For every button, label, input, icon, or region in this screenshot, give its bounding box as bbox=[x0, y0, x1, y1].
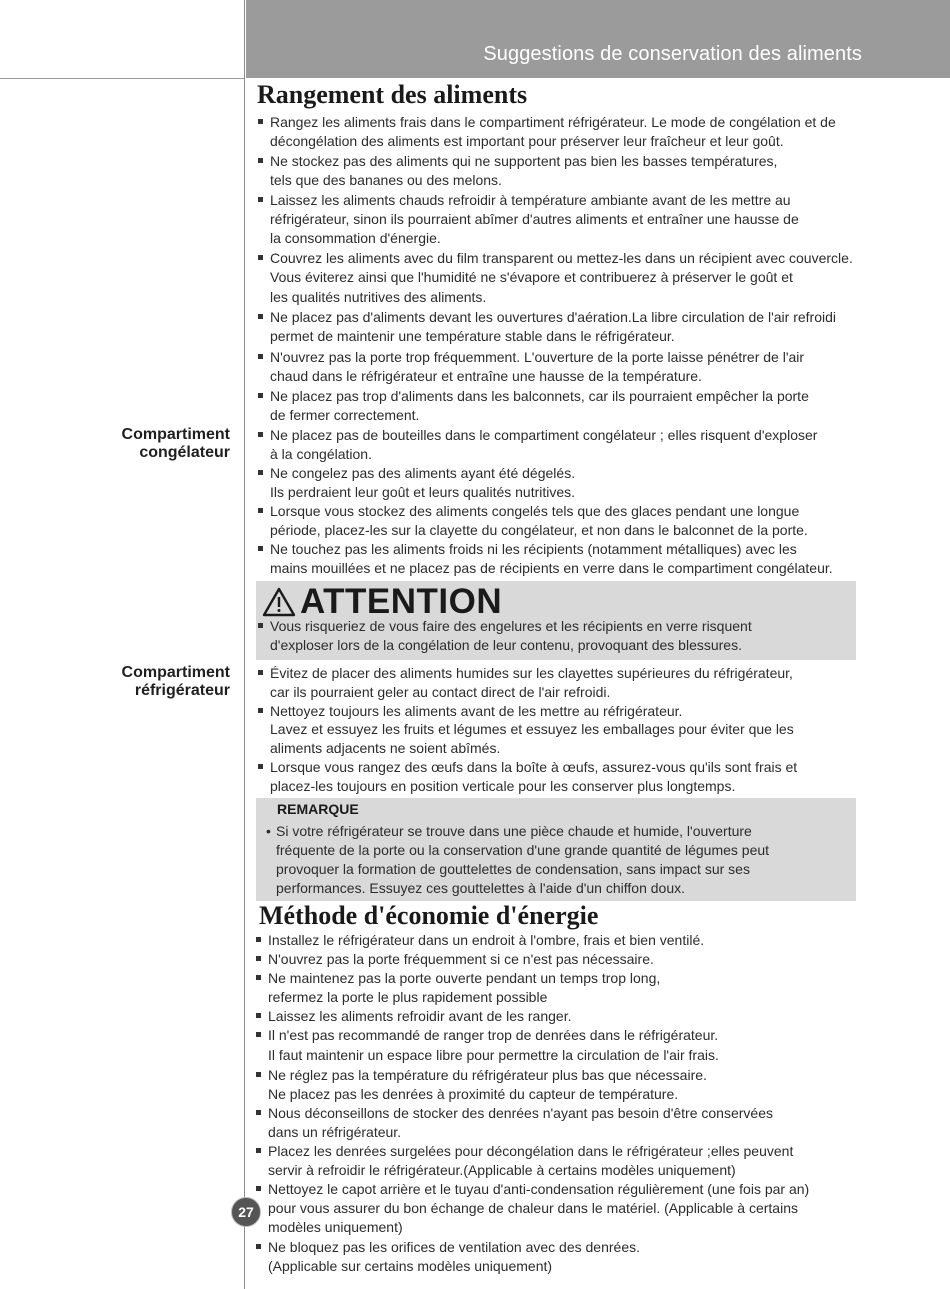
energy-list-line: refermez la porte le plus rapidement possible bbox=[268, 989, 548, 1006]
fridge-list-item bbox=[256, 758, 797, 796]
storage-list bbox=[256, 113, 853, 426]
freezer-label-line2: congélateur bbox=[139, 444, 230, 461]
storage-list-line: Ne placez pas d'aliments devant les ouvertures d'aération.La libre circulation de l'air refroidi bbox=[270, 309, 836, 326]
energy-list-line: Il n'est pas recommandé de ranger trop de denrées dans le réfrigérateur. bbox=[268, 1027, 719, 1044]
freezer-list-line: Lorsque vous stockez des aliments congelés tels que des glaces pendant une longue bbox=[270, 502, 800, 519]
fridge-list-line: placez-les toujours en position verticale pour les conserver plus longtemps. bbox=[270, 777, 736, 794]
storage-list-item bbox=[256, 113, 853, 152]
freezer-list bbox=[256, 426, 833, 578]
energy-list-item bbox=[254, 969, 809, 1007]
storage-list-item bbox=[256, 387, 853, 426]
fridge-list-line: car ils pourraient geler au contact direct de l'air refroidi. bbox=[270, 683, 611, 700]
attention-title: ATTENTION bbox=[300, 582, 503, 621]
attention-line: Vous risqueriez de vous faire des engelures et les récipients en verre risquent bbox=[270, 618, 752, 634]
note-line: performances. Essuyez ces gouttelettes à l'aide d'un chiffon doux. bbox=[276, 880, 685, 896]
freezer-side-label bbox=[122, 426, 230, 462]
energy-list-line: servir à refroidir le réfrigérateur.(Applicable à certains modèles uniquement) bbox=[268, 1162, 736, 1179]
energy-list-item bbox=[254, 1007, 809, 1026]
fridge-label-line1: Compartiment bbox=[121, 664, 230, 681]
storage-list-item bbox=[256, 249, 853, 307]
fridge-label-line2: réfrigérateur bbox=[134, 682, 230, 699]
freezer-list-line: Ils perdraient leur goût et leurs qualités nutritives. bbox=[270, 483, 576, 500]
attention-heading bbox=[262, 582, 502, 622]
energy-list-line: Laissez les aliments refroidir avant de les ranger. bbox=[268, 1008, 572, 1025]
storage-list-line: la consommation d'énergie. bbox=[270, 230, 441, 247]
energy-list-item bbox=[254, 1180, 809, 1237]
fridge-list-line: aliments adjacents ne soient abîmés. bbox=[270, 740, 501, 757]
energy-list-line: (Applicable sur certains modèles uniquement) bbox=[268, 1257, 553, 1274]
attention-box bbox=[256, 581, 856, 660]
energy-list-line: pour vous assurer du bon échange de chaleur dans le matériel. (Applicable à certains bbox=[268, 1200, 798, 1217]
freezer-list-line: Ne touchez pas les aliments froids ni les récipients (notamment métalliques) avec les bbox=[270, 541, 797, 558]
storage-list-item bbox=[256, 348, 853, 387]
energy-list-line: Ne réglez pas la température du réfrigérateur plus bas que nécessaire. bbox=[268, 1066, 707, 1083]
energy-section-title: Méthode d'économie d'énergie bbox=[259, 901, 599, 930]
energy-list-item bbox=[254, 1142, 809, 1180]
energy-list-line: modèles uniquement) bbox=[268, 1219, 403, 1236]
note-title: REMARQUE bbox=[277, 801, 359, 817]
storage-list-item bbox=[256, 308, 853, 347]
energy-list bbox=[254, 931, 809, 1276]
energy-list-line: Ne placez pas les denrées à proximité du capteur de température. bbox=[268, 1085, 679, 1102]
storage-list-line: tels que des bananes ou des melons. bbox=[270, 172, 502, 189]
storage-list-item bbox=[256, 152, 853, 191]
energy-list-line: Ne maintenez pas la porte ouverte pendant un temps trop long, bbox=[268, 970, 661, 987]
page-header-band bbox=[246, 0, 950, 78]
freezer-list-line: Ne placez pas de bouteilles dans le compartiment congélateur ; elles risquent d'exploser bbox=[270, 427, 818, 443]
energy-list-line: Il faut maintenir un espace libre pour permettre la circulation de l'air frais. bbox=[268, 1046, 719, 1063]
freezer-list-line: période, placez-les sur la clayette du congélateur, et non dans le balconnet de la porte. bbox=[270, 521, 808, 538]
freezer-list-item bbox=[256, 464, 833, 502]
energy-list-line: Placez les denrées surgelées pour décongélation dans le réfrigérateur ;elles peuvent bbox=[268, 1143, 794, 1160]
attention-line: d'exploser lors de la congélation de leur contenu, provoquant des blessures. bbox=[270, 636, 742, 653]
storage-list-line: Rangez les aliments frais dans le compartiment réfrigérateur. Le mode de congélation et de bbox=[270, 114, 836, 130]
fridge-list-line: Évitez de placer des aliments humides sur les clayettes supérieures du réfrigérateur, bbox=[270, 665, 793, 681]
freezer-list-item bbox=[256, 540, 833, 578]
storage-list-line: Couvrez les aliments avec du film transparent ou mettez-les dans un récipient avec couvercle. bbox=[270, 249, 853, 266]
energy-list-item bbox=[254, 931, 809, 950]
storage-list-line: Laissez les aliments chauds refroidir à température ambiante avant de les mettre au bbox=[270, 191, 791, 208]
freezer-list-line: à la congélation. bbox=[270, 445, 372, 462]
storage-list-line: Ne stockez pas des aliments qui ne supportent pas bien les basses températures, bbox=[270, 152, 778, 169]
energy-list-item bbox=[254, 1066, 809, 1104]
note-line: provoquer la formation de gouttelettes de condensation, sans impact sur ses bbox=[276, 861, 750, 877]
storage-list-line: réfrigérateur, sinon ils pourraient abîmer d'autres aliments et entraîner une hausse de bbox=[270, 211, 799, 228]
fridge-list-line: Lorsque vous rangez des œufs dans la boîte à œufs, assurez-vous qu'ils sont frais et bbox=[270, 758, 798, 775]
freezer-list-item bbox=[256, 426, 833, 464]
energy-list-line: Ne bloquez pas les orifices de ventilation avec des denrées. bbox=[268, 1238, 640, 1255]
attention-text bbox=[256, 617, 752, 654]
column-divider bbox=[244, 0, 245, 1289]
note-body bbox=[266, 822, 769, 898]
storage-list-line: décongélation des aliments est important pour préserver leur fraîcheur et leur goût. bbox=[270, 133, 784, 150]
fridge-list-item bbox=[256, 702, 797, 758]
storage-list-line: Ne placez pas trop d'aliments dans les balconnets, car ils pourraient empêcher la porte bbox=[270, 387, 809, 404]
left-column-rule bbox=[0, 78, 244, 79]
note-bullet: • bbox=[266, 823, 271, 839]
note-line: Si votre réfrigérateur se trouve dans une pièce chaude et humide, l'ouverture bbox=[276, 823, 752, 839]
storage-list-item bbox=[256, 191, 853, 249]
storage-list-line: N'ouvrez pas la porte trop fréquemment. L'ouverture de la porte laisse pénétrer de l'air bbox=[270, 348, 805, 365]
attention-item bbox=[256, 617, 752, 654]
storage-section-title: Rangement des aliments bbox=[257, 80, 528, 109]
energy-list-item bbox=[254, 950, 809, 969]
fridge-list-line: Nettoyez toujours les aliments avant de les mettre au réfrigérateur. bbox=[270, 702, 683, 719]
freezer-list-item bbox=[256, 502, 833, 540]
fridge-list-line: Lavez et essuyez les fruits et légumes et essuyez les emballages pour éviter que les bbox=[270, 721, 794, 738]
warning-triangle-icon bbox=[262, 587, 296, 617]
energy-list-line: Nous déconseillons de stocker des denrées n'ayant pas besoin d'être conservées bbox=[268, 1104, 773, 1121]
note-line: fréquente de la porte ou la conservation d'une grande quantité de légumes peut bbox=[276, 842, 770, 858]
energy-list-line: Installez le réfrigérateur dans un endroit à l'ombre, frais et bien ventilé. bbox=[268, 932, 705, 948]
energy-list-line: Nettoyez le capot arrière et le tuyau d'anti-condensation régulièrement (une fois par an) bbox=[268, 1181, 810, 1198]
storage-list-line: chaud dans le réfrigérateur et entraîne une hausse de la température. bbox=[270, 368, 702, 385]
energy-list-line: dans un réfrigérateur. bbox=[268, 1123, 402, 1140]
energy-list-item bbox=[254, 1026, 809, 1064]
page-number-badge: 27 bbox=[231, 1197, 261, 1227]
freezer-label-line1: Compartiment bbox=[121, 426, 230, 443]
fridge-list bbox=[256, 664, 797, 796]
fridge-side-label bbox=[122, 664, 230, 700]
freezer-list-line: mains mouillées et ne placez pas de récipients en verre dans le compartiment congélateur. bbox=[270, 560, 833, 577]
storage-list-line: de fermer correctement. bbox=[270, 407, 420, 424]
storage-list-line: Vous éviterez ainsi que l'humidité ne s'évapore et contribuerez à préserver le goût et bbox=[270, 269, 793, 286]
note-box bbox=[256, 798, 856, 901]
energy-list-line: N'ouvrez pas la porte fréquemment si ce n'est pas nécessaire. bbox=[268, 951, 654, 968]
energy-list-item bbox=[254, 1104, 809, 1142]
fridge-list-item bbox=[256, 664, 797, 702]
storage-list-line: permet de maintenir une température stable dans le réfrigérateur. bbox=[270, 328, 675, 345]
storage-list-line: les qualités nutritives des aliments. bbox=[270, 288, 487, 305]
freezer-list-line: Ne congelez pas des aliments ayant été dégelés. bbox=[270, 464, 576, 481]
page-header-title: Suggestions de conservation des aliments bbox=[483, 43, 862, 65]
energy-list-item bbox=[254, 1238, 809, 1276]
